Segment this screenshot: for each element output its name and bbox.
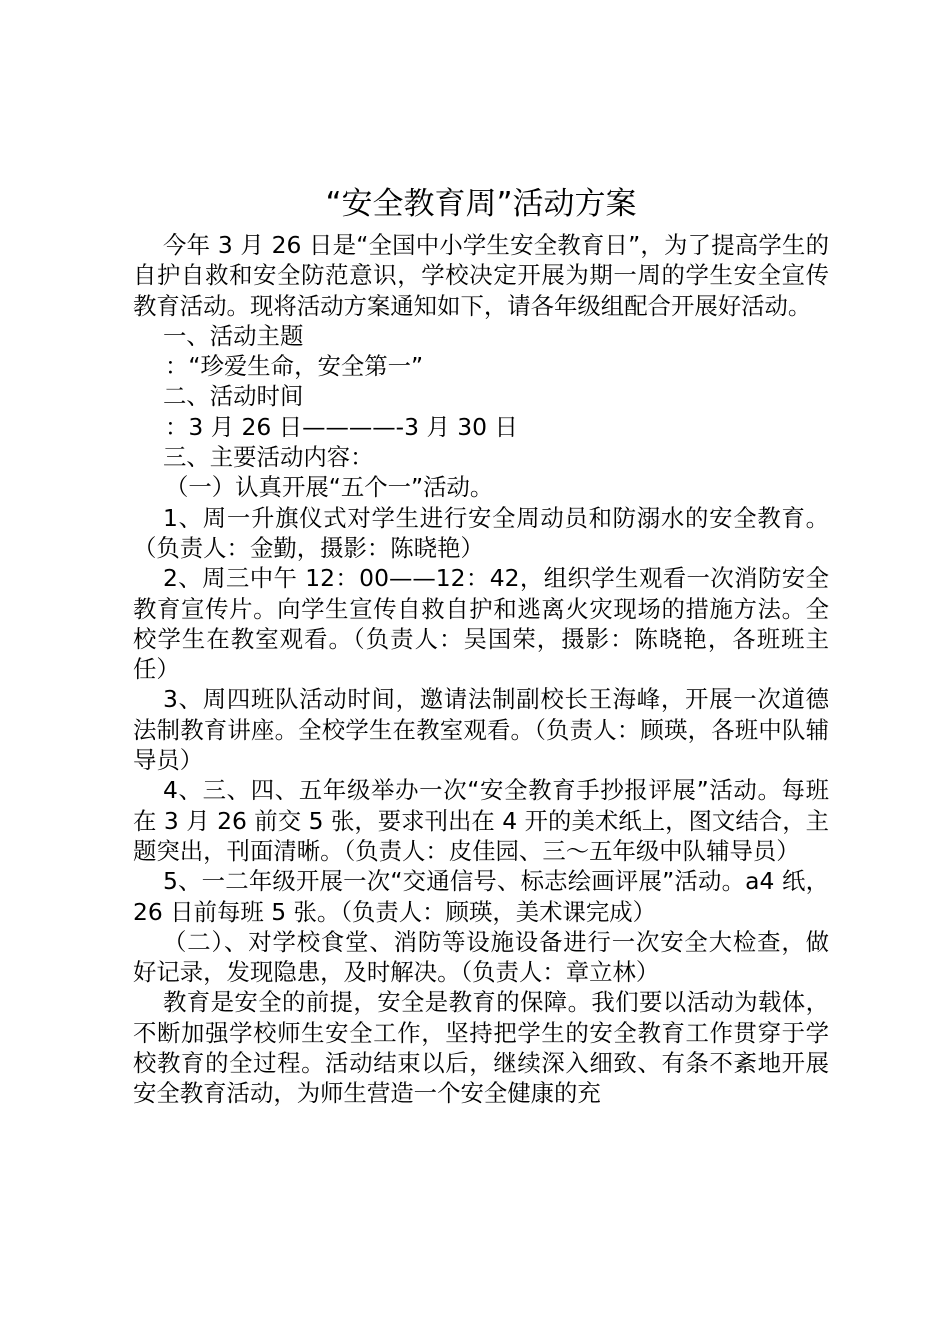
- subsection-heading-one: （一）认真开展“五个一”活动。: [165, 473, 494, 502]
- document-body: [133, 230, 829, 1109]
- list-item-5: 5、一二年级开展一次“交通信号、标志绘画评展”活动。a4 纸，26 日前每班 5 张。（负责人：顾瑛，美术课完成）: [133, 867, 829, 926]
- paragraph-conclusion: 教育是安全的前提，安全是教育的保障。我们要以活动为载体，不断加强学校师生安全工作，坚持把学生的安全教育工作贯穿于学校教育的全过程。活动结束以后，继续深入细致、有条不紊地开展安全教育活动，为师生营造一个安全健康的充: [133, 988, 829, 1108]
- list-item-1: 1、周一升旗仪式对学生进行安全周动员和防溺水的安全教育。（负责人：金勤，摄影：陈晓艳）: [133, 503, 829, 562]
- list-item-4: 4、三、四、五年级举办一次“安全教育手抄报评展”活动。每班在 3 月 26 前交 5 张，要求刊出在 4 开的美术纸上，图文结合，主题突出，刊面清晰。（负责人：皮佳园、三～五年级中队辅导员）: [133, 776, 829, 865]
- list-item-2: 2、周三中午 12：00——12：42，组织学生观看一次消防安全教育宣传片。向学生宣传自救自护和逃离火灾现场的措施方法。全校学生在教室观看。（负责人：吴国荣，摄影：陈晓艳，各班班主任）: [133, 564, 829, 684]
- time-text: ：3 月 26 日————-3 月 30 日: [165, 412, 518, 441]
- list-item-3: 3、周四班队活动时间，邀请法制副校长王海峰，开展一次道德法制教育讲座。全校学生在教室观看。（负责人：顾瑛，各班中队辅导员）: [133, 685, 829, 775]
- section-heading-time: 二、活动时间: [163, 382, 304, 411]
- paragraph-intro: 今年 3 月 26 日是“全国中小学生安全教育日”，为了提高学生的自护自救和安全防范意识，学校决定开展为期一周的学生安全宣传教育活动。现将活动方案通知如下，请各年级组配合开展好活动。: [133, 231, 829, 320]
- section-heading-content: 三、主要活动内容：: [163, 443, 374, 472]
- section-heading-theme: 一、活动主题: [163, 321, 304, 350]
- document-page: [133, 184, 829, 1109]
- document-title: “安全教育周”活动方案: [325, 186, 637, 222]
- subsection-two: （二）、对学校食堂、消防等设施设备进行一次安全大检查，做好记录，发现隐患，及时解决。（负责人：章立林）: [133, 927, 829, 987]
- theme-text: ：“珍爱生命，安全第一”: [165, 352, 424, 381]
